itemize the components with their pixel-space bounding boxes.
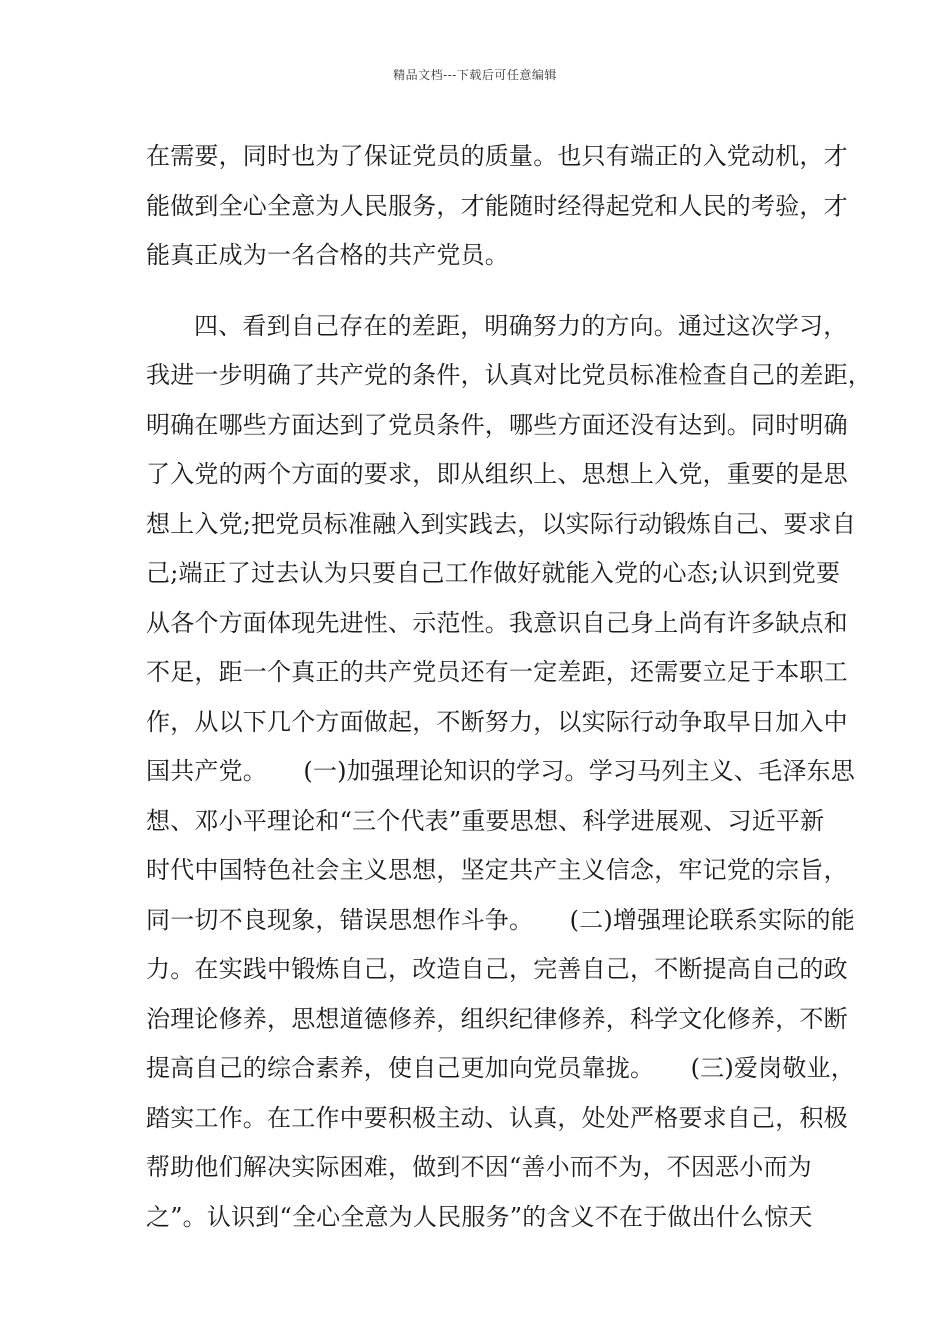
text-line: 己;端正了过去认为只要自己工作做好就能入党的心态;认识到党要 [146,559,841,587]
text-line: 作，从以下几个方面做起，不断努力，以实际行动争取早日加入中 [146,707,848,736]
text-line: 在需要，同时也为了保证党员的质量。也只有端正的入党动机，才 [146,142,848,170]
text-line: 了入党的两个方面的要求，即从组织上、思想上入党，重要的是思 [146,460,848,488]
text-line: 能真正成为一名合格的共产党员。 [146,241,509,269]
text-line: 时代中国特色社会主义思想，坚定共产主义信念，牢记党的宗旨， [146,856,848,884]
text-line: 我进一步明确了共产党的条件，认真对比党员标准检查自己的差距， [146,361,872,389]
text-line: 能做到全心全意为人民服务，才能随时经得起党和人民的考验，才 [146,191,848,220]
paragraph-gap [146,281,806,302]
text-line: 想上入党;把党员标准融入到实践去，以实际行动锻炼自己、要求自 [146,509,857,538]
text-line: 不足，距一个真正的共产党员还有一定差距，还需要立足于本职工 [146,658,848,686]
page-header: 精品文档---下载后可任意编辑 [393,68,557,82]
text-line: 治理论修养，思想道德修养，组织纪律修养，科学文化修养，不断 [146,1004,848,1033]
text-line: 力。在实践中锻炼自己，改造自己，完善自己，不断提高自己的政 [146,955,848,983]
text-line: 国共产党。 (一)加强理论知识的学习。学习马列主义、毛泽东思 [146,757,855,785]
text-line: 四、看到自己存在的差距，明确努力的方向。通过这次学习， [194,311,848,340]
text-line: 明确在哪些方面达到了党员条件，哪些方面还没有达到。同时明确 [146,410,848,439]
text-line: 之”。认识到“全心全意为人民服务”的含义不在于做出什么惊天 [146,1202,813,1231]
text-line: 踏实工作。在工作中要积极主动、认真，处处严格要求自己，积极 [146,1103,848,1132]
text-line: 从各个方面体现先进性、示范性。我意识自己身上尚有许多缺点和 [146,608,848,637]
document-body [146,132,872,1242]
text-line: 想、邓小平理论和“三个代表”重要思想、科学进展观、习近平新 [146,806,825,835]
text-line: 提高自己的综合素养，使自己更加向党员靠拢。 (三)爱岗敬业， [146,1054,855,1082]
text-line: 同一切不良现象，错误思想作斗争。 (二)增强理论联系实际的能 [146,905,855,934]
text-line: 帮助他们解决实际困难，做到不因“善小而不为，不因恶小而为 [146,1153,812,1181]
